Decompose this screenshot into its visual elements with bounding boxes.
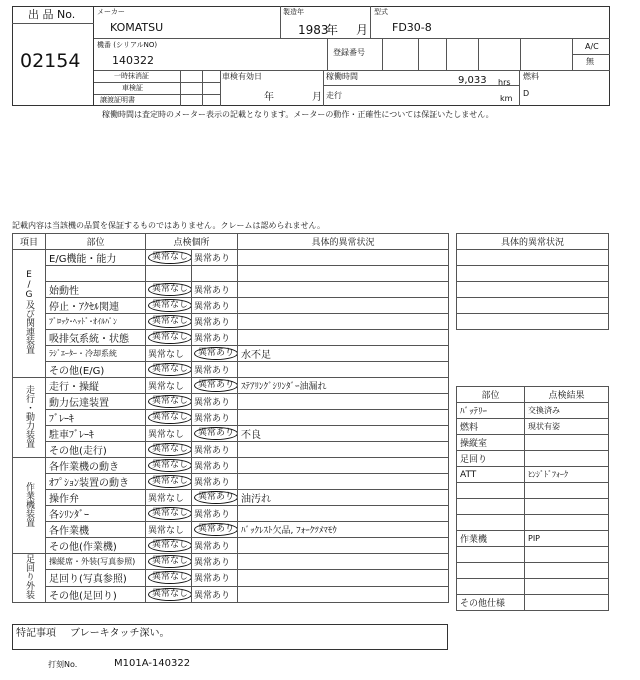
part-cell: 動力伝達装置 bbox=[46, 394, 146, 410]
inspection-label: 車検有効日 bbox=[222, 72, 262, 81]
transfer-cert-label: 譲渡証明書 bbox=[100, 96, 135, 104]
serial-value: 140322 bbox=[112, 54, 154, 67]
result-part: 足回り bbox=[457, 451, 525, 467]
normal-option[interactable]: 異常なし bbox=[148, 539, 192, 552]
ac-value: 無 bbox=[586, 57, 594, 66]
normal-option[interactable]: 異常なし bbox=[148, 571, 192, 584]
detail-cell bbox=[238, 458, 449, 474]
part-cell: その他(作業機) bbox=[46, 538, 146, 554]
right-detail-header: 具体的異常状況 bbox=[457, 234, 609, 250]
detail-cell bbox=[238, 570, 449, 586]
detail-cell bbox=[238, 330, 449, 346]
abnormal-option[interactable]: 異常あり bbox=[194, 302, 231, 312]
result-row bbox=[457, 515, 609, 531]
normal-option[interactable]: 異常なし bbox=[148, 526, 185, 536]
result-value: 交換済み bbox=[525, 403, 609, 419]
abnormal-option[interactable]: 異常あり bbox=[194, 510, 231, 520]
normal-option[interactable]: 異常なし bbox=[148, 382, 185, 392]
distance-unit: km bbox=[500, 94, 513, 103]
hours-note: 稼働時間は査定時のメーター表示の記載となります。メーターの動作・正確性については保証いたしません。 bbox=[102, 110, 494, 119]
ac-label: A/C bbox=[585, 42, 599, 51]
hours-value: 9,033 bbox=[458, 75, 487, 86]
detail-cell bbox=[238, 538, 449, 554]
normal-option[interactable]: 異常なし bbox=[148, 588, 192, 601]
part-cell: 操作弁 bbox=[46, 490, 146, 506]
result-value bbox=[525, 579, 609, 595]
detail-cell bbox=[238, 314, 449, 330]
result-part bbox=[457, 579, 525, 595]
table-row bbox=[13, 250, 449, 266]
normal-option[interactable]: 異常なし bbox=[148, 350, 185, 360]
normal-option[interactable]: 異常なし bbox=[148, 251, 192, 264]
abnormal-option[interactable]: 異常あり bbox=[194, 446, 231, 456]
part-cell: 駐車ﾌﾞﾚｰｷ bbox=[46, 426, 146, 442]
table-row bbox=[13, 458, 449, 474]
abnormal-option[interactable]: 異常あり bbox=[194, 286, 231, 296]
detail-cell bbox=[238, 554, 449, 570]
table-row bbox=[13, 330, 449, 346]
part-cell: E/G機能・能力 bbox=[46, 250, 146, 266]
result-row bbox=[457, 419, 609, 435]
abnormal-option[interactable]: 異常あり bbox=[194, 427, 238, 440]
header-part: 部位 bbox=[46, 234, 146, 250]
fuel-value: D bbox=[523, 89, 530, 98]
table-row bbox=[13, 570, 449, 586]
result-value: PIP bbox=[525, 531, 609, 547]
part-cell: その他(E/G) bbox=[46, 362, 146, 378]
normal-option[interactable]: 異常なし bbox=[148, 475, 192, 488]
part-cell bbox=[46, 266, 146, 282]
table-row bbox=[13, 538, 449, 554]
table-row bbox=[13, 314, 449, 330]
part-cell: ﾌﾞﾚｰｷ bbox=[46, 410, 146, 426]
fuel-label: 燃料 bbox=[523, 72, 539, 81]
vehicle-cert-label: 車検証 bbox=[122, 84, 143, 92]
hours-unit: hrs bbox=[498, 78, 511, 87]
result-part: 燃料 bbox=[457, 419, 525, 435]
section-title: E/G及び関連装置 bbox=[24, 270, 34, 354]
result-row bbox=[457, 531, 609, 547]
table-row bbox=[13, 282, 449, 298]
engraving-value: M101A-140322 bbox=[114, 658, 191, 669]
abnormal-option[interactable]: 異常あり bbox=[194, 254, 231, 264]
table-row bbox=[13, 506, 449, 522]
abnormal-option[interactable]: 異常あり bbox=[194, 491, 238, 504]
abnormal-option[interactable]: 異常あり bbox=[194, 590, 231, 601]
table-row bbox=[13, 346, 449, 362]
detail-blank-row bbox=[457, 250, 609, 266]
part-cell: 各作業機の動き bbox=[46, 458, 146, 474]
table-row bbox=[13, 362, 449, 378]
maker-value: KOMATSU bbox=[110, 21, 164, 34]
part-cell: 走行・操縦 bbox=[46, 378, 146, 394]
part-cell: 足回り(写真参照) bbox=[46, 570, 146, 586]
detail-cell: ｽﾃｱﾘﾝｸﾞｼﾘﾝﾀﾞｰ油漏れ bbox=[238, 378, 449, 394]
result-part: 作業機 bbox=[457, 531, 525, 547]
detail-cell: 油汚れ bbox=[238, 490, 449, 506]
result-value bbox=[525, 499, 609, 515]
table-row bbox=[13, 474, 449, 490]
part-cell: 各作業機 bbox=[46, 522, 146, 538]
part-cell: その他(走行) bbox=[46, 442, 146, 458]
result-part: ATT bbox=[457, 467, 525, 483]
part-cell: 始動性 bbox=[46, 282, 146, 298]
detail-cell bbox=[238, 410, 449, 426]
table-row bbox=[13, 266, 449, 282]
normal-option[interactable]: 異常なし bbox=[148, 430, 185, 440]
header-item: 項目 bbox=[13, 234, 46, 250]
result-part bbox=[457, 483, 525, 499]
table-row bbox=[13, 490, 449, 506]
month-unit: 月 bbox=[356, 23, 369, 37]
result-row bbox=[457, 595, 609, 611]
table-row bbox=[13, 522, 449, 538]
result-value bbox=[525, 451, 609, 467]
abnormal-option[interactable]: 異常あり bbox=[194, 318, 231, 328]
part-cell: ﾌﾞﾛｯｸ･ﾍｯﾄﾞ･ｵｲﾙﾊﾟﾝ bbox=[46, 314, 146, 330]
abnormal-option[interactable]: 異常あり bbox=[194, 414, 231, 424]
detail-cell bbox=[238, 506, 449, 522]
header-detail: 具体的異常状況 bbox=[238, 234, 449, 250]
header-check: 点検個所 bbox=[146, 234, 238, 250]
part-cell: 吸排気系統・状態 bbox=[46, 330, 146, 346]
result-row bbox=[457, 579, 609, 595]
inspection-month-unit: 月 bbox=[312, 92, 322, 103]
abnormal-option[interactable]: 異常あり bbox=[194, 398, 231, 408]
table-row bbox=[13, 410, 449, 426]
detail-cell bbox=[238, 266, 449, 282]
section-title: 走行・動力装置 bbox=[24, 384, 34, 448]
table-header-row bbox=[13, 234, 449, 250]
result-row bbox=[457, 547, 609, 563]
detail-cell: 水不足 bbox=[238, 346, 449, 362]
inspection-year-unit: 年 bbox=[264, 92, 274, 103]
table-row bbox=[13, 554, 449, 570]
result-row bbox=[457, 467, 609, 483]
detail-blank-row bbox=[457, 282, 609, 298]
result-part bbox=[457, 515, 525, 531]
part-cell: その他(足回り) bbox=[46, 586, 146, 602]
table-row bbox=[13, 298, 449, 314]
result-row bbox=[457, 499, 609, 515]
abnormal-option[interactable]: 異常あり bbox=[194, 478, 231, 488]
normal-option[interactable]: 異常なし bbox=[148, 395, 192, 408]
hours-label: 稼働時間 bbox=[326, 72, 358, 81]
result-part bbox=[457, 499, 525, 515]
result-part: ﾊﾞｯﾃﾘｰ bbox=[457, 403, 525, 419]
abnormal-option[interactable]: 異常あり bbox=[194, 523, 238, 536]
normal-option[interactable]: 異常なし bbox=[148, 507, 192, 520]
result-value: 現状有姿 bbox=[525, 419, 609, 435]
table-row bbox=[13, 442, 449, 458]
detail-blank-row bbox=[457, 298, 609, 314]
normal-option[interactable]: 異常なし bbox=[148, 363, 192, 376]
detail-cell bbox=[238, 282, 449, 298]
part-cell: 操縦席・外装(写真参照) bbox=[46, 554, 146, 570]
result-row bbox=[457, 451, 609, 467]
right-result-header: 点検結果 bbox=[525, 387, 609, 403]
detail-cell bbox=[238, 442, 449, 458]
result-part bbox=[457, 563, 525, 579]
detail-cell: ﾊﾞｯｸﾚｽﾄ欠品, ﾌｫｰｸﾂﾒﾏﾓｳ bbox=[238, 522, 449, 538]
part-cell: 各ｼﾘﾝﾀﾞｰ bbox=[46, 506, 146, 522]
result-value bbox=[525, 595, 609, 611]
abnormal-option[interactable]: 異常あり bbox=[194, 574, 231, 585]
remarks-label: 特記事項 bbox=[16, 628, 56, 639]
abnormal-option[interactable]: 異常あり bbox=[194, 379, 238, 392]
result-value bbox=[525, 483, 609, 499]
model-value: FD30-8 bbox=[392, 21, 432, 34]
serial-label: 機番 (シリアルNO) bbox=[97, 41, 158, 49]
abnormal-option[interactable]: 異常あり bbox=[194, 542, 231, 552]
year-label: 製造年 bbox=[283, 8, 304, 16]
normal-option[interactable]: 異常なし bbox=[148, 331, 192, 344]
result-part: その他仕様 bbox=[457, 595, 525, 611]
normal-option[interactable]: 異常なし bbox=[148, 315, 192, 328]
result-value bbox=[525, 547, 609, 563]
part-cell: 停止・ｱｸｾﾙ関連 bbox=[46, 298, 146, 314]
lot-number: 02154 bbox=[20, 50, 81, 72]
distance-label: 走行 bbox=[326, 91, 342, 100]
year-value: 1983 bbox=[298, 23, 329, 37]
normal-option[interactable]: 異常なし bbox=[148, 443, 192, 456]
disclaimer: 記載内容は当該機の品質を保証するものではありません。クレームは認められません。 bbox=[12, 221, 325, 230]
result-row bbox=[457, 435, 609, 451]
lot-label: 出 品 No. bbox=[28, 8, 76, 21]
normal-option[interactable]: 異常なし bbox=[148, 299, 192, 312]
remarks-text: ブレーキタッチ深い。 bbox=[70, 628, 170, 639]
detail-cell bbox=[238, 298, 449, 314]
reg-label: 登録番号 bbox=[333, 48, 365, 57]
abnormal-option[interactable]: 異常あり bbox=[194, 347, 238, 360]
section-title: 足回り外装 bbox=[24, 554, 34, 599]
detail-cell: 不良 bbox=[238, 426, 449, 442]
normal-option[interactable]: 異常なし bbox=[148, 283, 192, 296]
table-row bbox=[13, 586, 449, 602]
maker-label: メーカー bbox=[97, 8, 125, 16]
section-title: 作業機装置 bbox=[24, 481, 34, 527]
detail-cell bbox=[238, 586, 449, 602]
result-value bbox=[525, 435, 609, 451]
result-value: ﾋﾝｼﾞﾄﾞﾌｫｰｸ bbox=[525, 467, 609, 483]
result-part: 操縦室 bbox=[457, 435, 525, 451]
normal-option[interactable]: 異常なし bbox=[148, 494, 185, 504]
result-value bbox=[525, 563, 609, 579]
detail-blank-row bbox=[457, 314, 609, 330]
result-row bbox=[457, 403, 609, 419]
detail-cell bbox=[238, 250, 449, 266]
table-row bbox=[13, 426, 449, 442]
engraving-label: 打刻No. bbox=[48, 660, 78, 669]
part-cell: ｵﾌﾟｼｮﾝ装置の動き bbox=[46, 474, 146, 490]
part-cell: ﾗｼﾞｴｰﾀｰ・冷却系統 bbox=[46, 346, 146, 362]
abnormal-option[interactable]: 異常あり bbox=[194, 334, 231, 344]
normal-option[interactable]: 異常なし bbox=[148, 411, 192, 424]
result-row bbox=[457, 483, 609, 499]
normal-option[interactable]: 異常なし bbox=[148, 555, 192, 568]
abnormal-option[interactable]: 異常あり bbox=[194, 366, 231, 376]
table-row bbox=[13, 394, 449, 410]
normal-option[interactable]: 異常なし bbox=[148, 459, 192, 472]
result-value bbox=[525, 515, 609, 531]
result-part bbox=[457, 547, 525, 563]
abnormal-option[interactable]: 異常あり bbox=[194, 462, 231, 472]
detail-cell bbox=[238, 474, 449, 490]
detail-blank-row bbox=[457, 266, 609, 282]
abnormal-option[interactable]: 異常あり bbox=[194, 558, 231, 569]
year-unit: 年 bbox=[326, 23, 339, 37]
result-row bbox=[457, 563, 609, 579]
model-label: 型式 bbox=[374, 8, 388, 16]
detail-cell bbox=[238, 394, 449, 410]
table-row bbox=[13, 378, 449, 394]
right-part-header: 部位 bbox=[457, 387, 525, 403]
detail-cell bbox=[238, 362, 449, 378]
temp-permit-label: 一時抹消証 bbox=[114, 72, 149, 80]
